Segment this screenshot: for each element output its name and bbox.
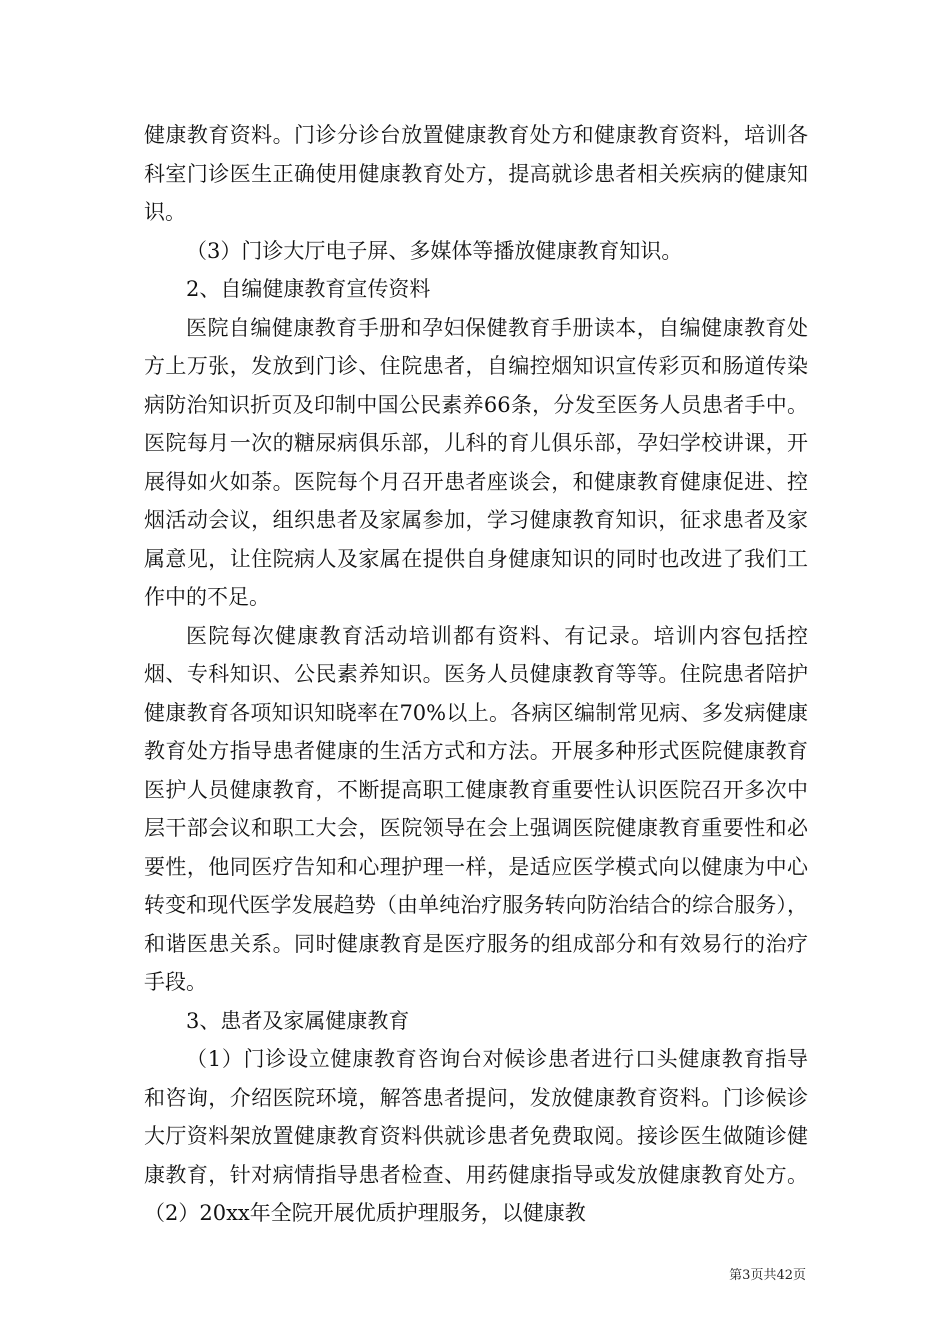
- paragraph-item-3: （3）门诊大厅电子屏、多媒体等播放健康教育知识。: [186, 238, 683, 263]
- paragraph-training: 医院每次健康教育活动培训都有资料、有记录。培训内容包括控烟、专科知识、公民素养知识。医务人员健康教育等等。住院患者陪护健康教育各项知识知晓率在70%以上。各病区编制常见病、多发病健康教育处方指导患者健康的生活方式和方法。开展多种形式医院健康教育医护人员健康教育，不断提高职工健康教育重要性认识医院召开多次中层干部会议和职工大会，医院领导在会上强调医院健康教育重要性和必要性，他同医疗告知和心理护理一样，是适应医学模式向以健康为中心转变和现代医学发展趋势（由单纯治疗服务转向防治结合的综合服务），和谐医患关系。同时健康教育是医疗服务的组成部分和有效易行的治疗手段。: [144, 623, 808, 994]
- document-body: [144, 116, 808, 1233]
- section-heading-3: 3、患者及家属健康教育: [186, 1008, 410, 1033]
- page-number: 第3页共42页: [729, 1268, 806, 1283]
- paragraph-self-compiled: 医院自编健康教育手册和孕妇保健教育手册读本，自编健康教育处方上万张，发放到门诊、住院患者，自编控烟知识宣传彩页和肠道传染病防治知识折页及印制中国公民素养66条，分发至医务人员患者手中。医院每月一次的糖尿病俱乐部，儿科的育儿俱乐部，孕妇学校讲课，开展得如火如荼。医院每个月召开患者座谈会，和健康教育健康促进、控烟活动会议，组织患者及家属参加，学习健康教育知识，征求患者及家属意见，让住院病人及家属在提供自身健康知识的同时也改进了我们工作中的不足。: [144, 315, 808, 609]
- paragraph-continuation: 健康教育资料。门诊分诊台放置健康教育处方和健康教育资料，培训各科室门诊医生正确使用健康教育处方，提高就诊患者相关疾病的健康知识。: [144, 123, 808, 224]
- section-heading-2: 2、自编健康教育宣传资料: [186, 277, 431, 301]
- paragraph-outpatient: （1）门诊设立健康教育咨询台对候诊患者进行口头健康教育指导和咨询，介绍医院环境，解答患者提问，发放健康教育资料。门诊候诊大厅资料架放置健康教育资料供就诊患者免费取阅。接诊医生做随诊健康教育，针对病情指导患者检查、用药健康指导或发放健康教育处方。（2）20xx年全院开展优质护理服务，以健康教: [144, 1047, 808, 1225]
